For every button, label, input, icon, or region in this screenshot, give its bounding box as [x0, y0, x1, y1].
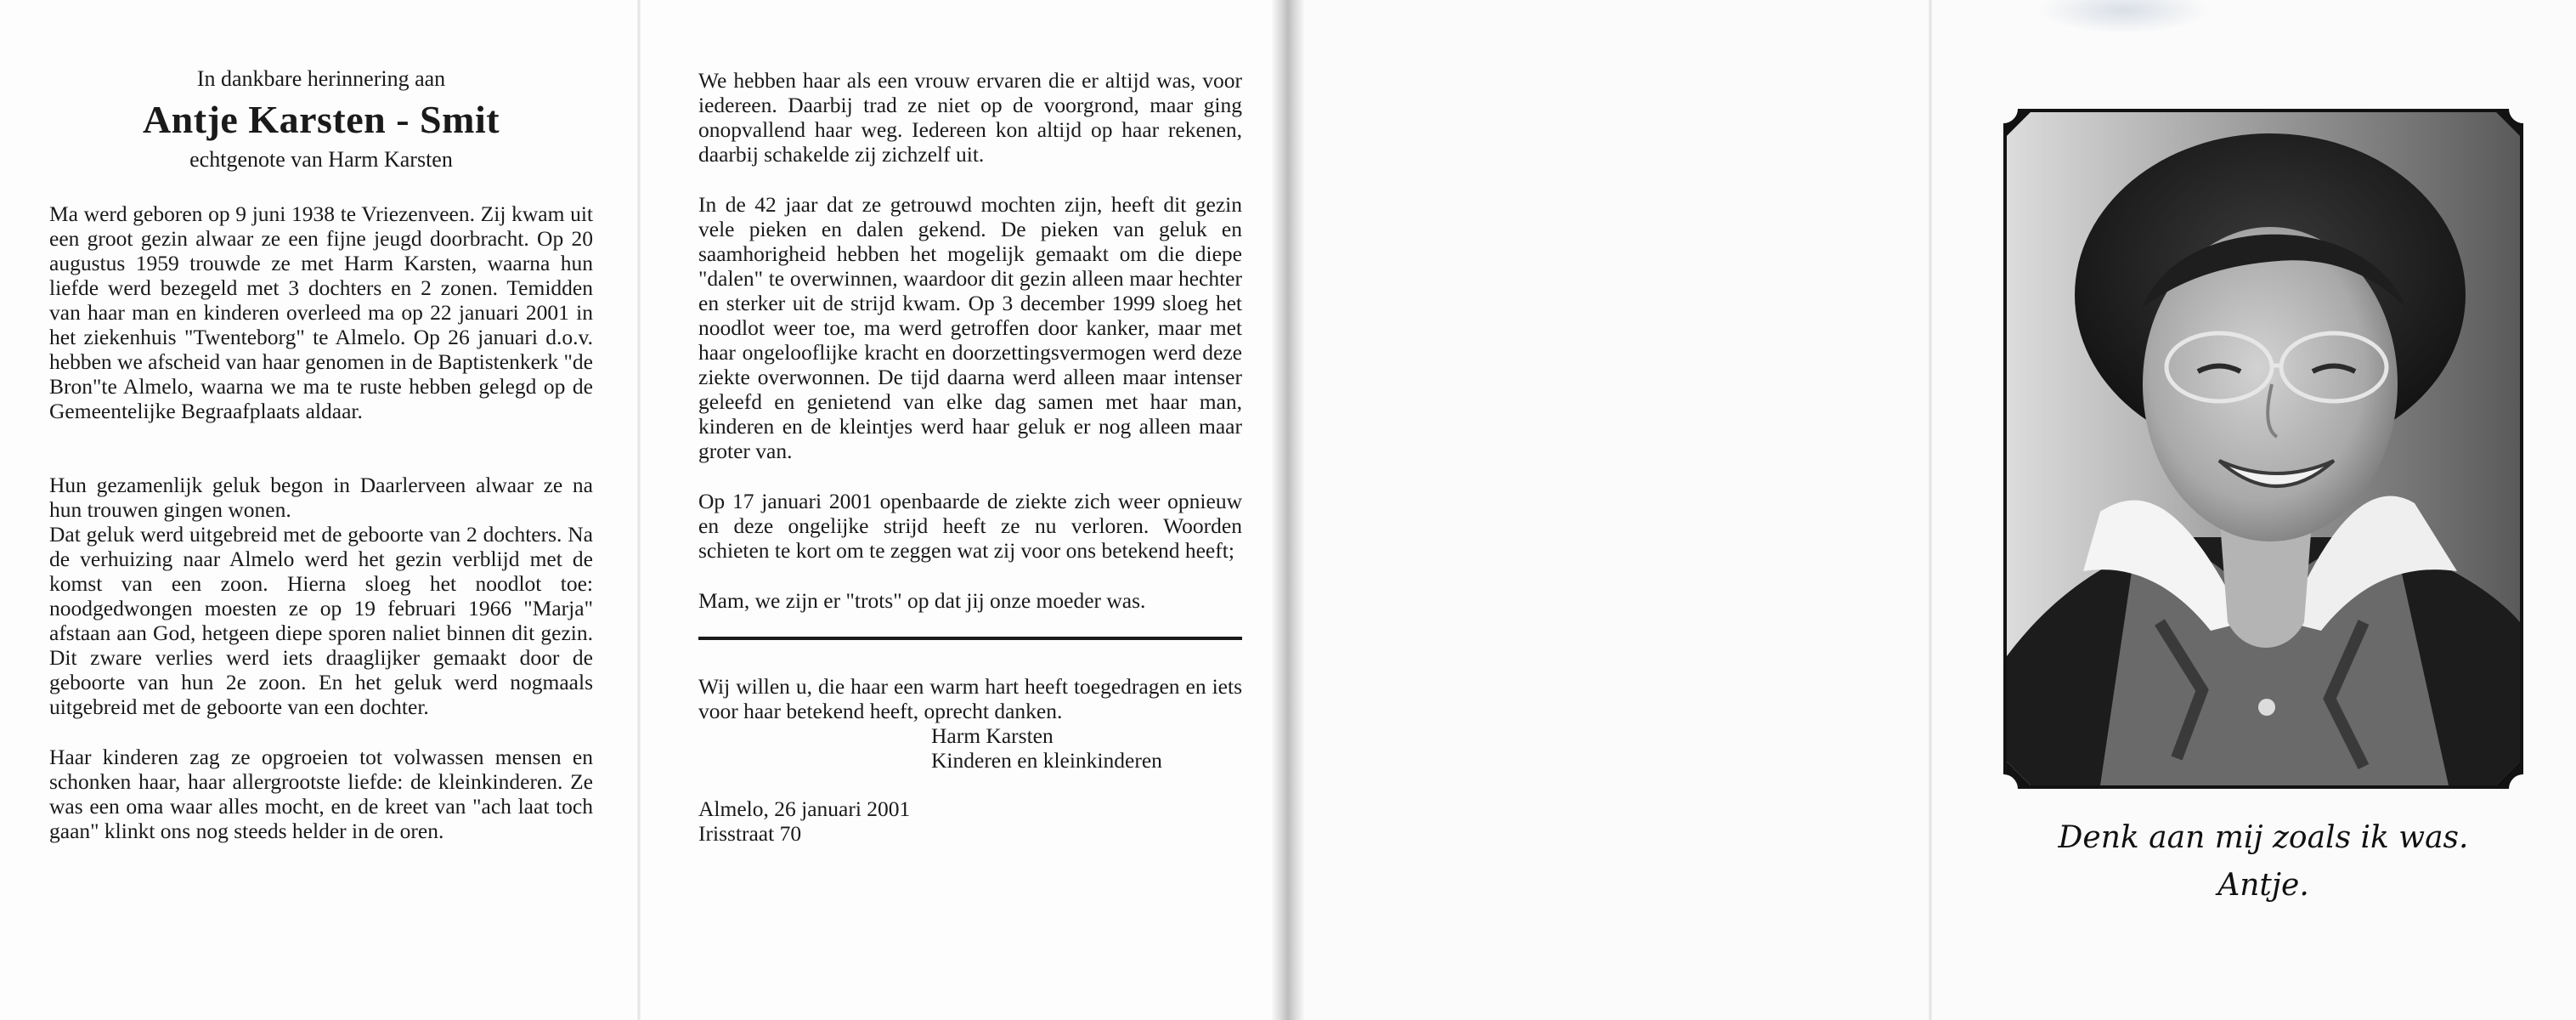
address: Irisstraat 70: [698, 821, 802, 846]
place-date: Almelo, 26 januari 2001: [698, 796, 911, 821]
signature-block: [931, 723, 1242, 773]
tribute-paragraph: We hebben haar als een vrouw ervaren die er altijd was, voor iedereen. Daarbij trad ze niet op de voorgrond, maar ging onopvallend haar weg. Iedereen kon altijd op haar rekenen, daarbij schakelde zij zichzelf uit.: [698, 68, 1242, 167]
tribute-closing: Mam, we zijn er "trots" op dat jij onze moeder was.: [698, 588, 1146, 613]
deceased-name: Antje Karsten - Smit: [142, 98, 500, 141]
signature-name: Harm Karsten: [931, 723, 1054, 748]
biography-paragraph: Haar kinderen zag ze opgroeien tot volwassen mensen en schonken haar, haar allergrootste liefde: de kleinkinderen. Ze was een oma waar alles mocht, en de kreet van "ach laat toch gaan" klinkt ons nog steeds helder in de oren.: [49, 745, 593, 843]
left-crease: [637, 0, 641, 1020]
center-fold: [1271, 0, 1305, 1020]
frame-corner: [2509, 774, 2538, 803]
tribute-paragraph: Op 17 januari 2001 openbaarde de ziekte zich weer opnieuw en deze ongelijke strijd heeft ze nu verloren. Woorden schieten te kort om te zeggen wat zij voor ons betekend heeft;: [698, 489, 1242, 563]
caption-quote: Denk aan mij zoals ik was.: [2058, 820, 2469, 855]
frame-corner: [1989, 774, 2018, 803]
portrait-illustration: [2007, 112, 2520, 785]
thanks-text: Wij willen u, die haar een warm hart heeft toegedragen en iets voor haar betekend heeft, oprecht danken.: [698, 674, 1242, 723]
signature-family: Kinderen en kleinkinderen: [931, 748, 1162, 773]
tribute-paragraph: In de 42 jaar dat ze getrouwd mochten zijn, heeft dit gezin vele pieken en dalen gekend. De pieken van geluk en saamhorigheid hebben het mogelijk gemaakt om die diepe "dalen" te overwinnen, waardoor dit gezin alleen maar hechter en sterker uit de strijd kwam. Op 3 december 1999 sloeg het noodlot weer toe, ma werd getroffen door kanker, maar met haar ongelooflijke kracht en doorzettingsvermogen werd deze ziekte overwonnen. De tijd daarna werd alleen maar intenser geleefd en genietend van elke dag samen met haar man, kinderen en de kleintjes werd haar geluk er nog alleen maar groter van.: [698, 192, 1242, 463]
spouse-line: echtgenote van Harm Karsten: [189, 147, 453, 172]
paper-stain: [2039, 0, 2209, 34]
intro-text: In dankbare herinnering aan: [196, 66, 446, 91]
biography-paragraph: Dat geluk werd uitgebreid met de geboorte van 2 dochters. Na de verhuizing naar Almelo werd het gezin verblijd met de komst van een zoon. Hierna sloeg het noodlot toe: noodgedwongen moesten ze op 19 februari 1966 "Marja" afstaan aan God, hetgeen diepe sporen naliet binnen dit gezin. Dit zware verlies werd iets draaglijker gemaakt door de geboorte van hun 2e zoon. En het geluk werd nogmaals uitgebreid met de geboorte van een dochter.: [49, 522, 593, 719]
portrait-image: [2007, 112, 2520, 785]
middle-column: [698, 68, 1242, 846]
caption-name: Antje.: [2217, 868, 2309, 903]
frame-corner: [2509, 94, 2538, 123]
biography-paragraph: Ma werd geboren op 9 juni 1938 te Vriezenveen. Zij kwam uit een groot gezin alwaar ze een fijne jeugd doorbracht. Op 20 augustus 1959 trouwde ze met Harm Karsten, waarna hun liefde werd bezegeld met 3 dochters en 2 zonen. Temidden van haar man en kinderen overleed ma op 22 januari 2001 in het ziekenhuis "Twenteborg" te Almelo. Op 26 januari d.o.v. hebben we afscheid van haar genomen in de Baptistenkerk "de Bron"te Almelo, waarna we ma te ruste hebben gelegd op de Gemeentelijke Begraafplaats aldaar.: [49, 201, 593, 423]
portrait-photo: [2003, 109, 2523, 789]
biography-paragraph: Hun gezamenlijk geluk begon in Daarlerveen alwaar ze na hun trouwen gingen wonen.: [49, 473, 593, 522]
frame-corner: [1989, 94, 2018, 123]
left-column: [49, 66, 593, 843]
right-crease: [1929, 0, 1932, 1020]
memorial-caption: [2003, 814, 2523, 910]
divider-rule: [698, 637, 1242, 640]
